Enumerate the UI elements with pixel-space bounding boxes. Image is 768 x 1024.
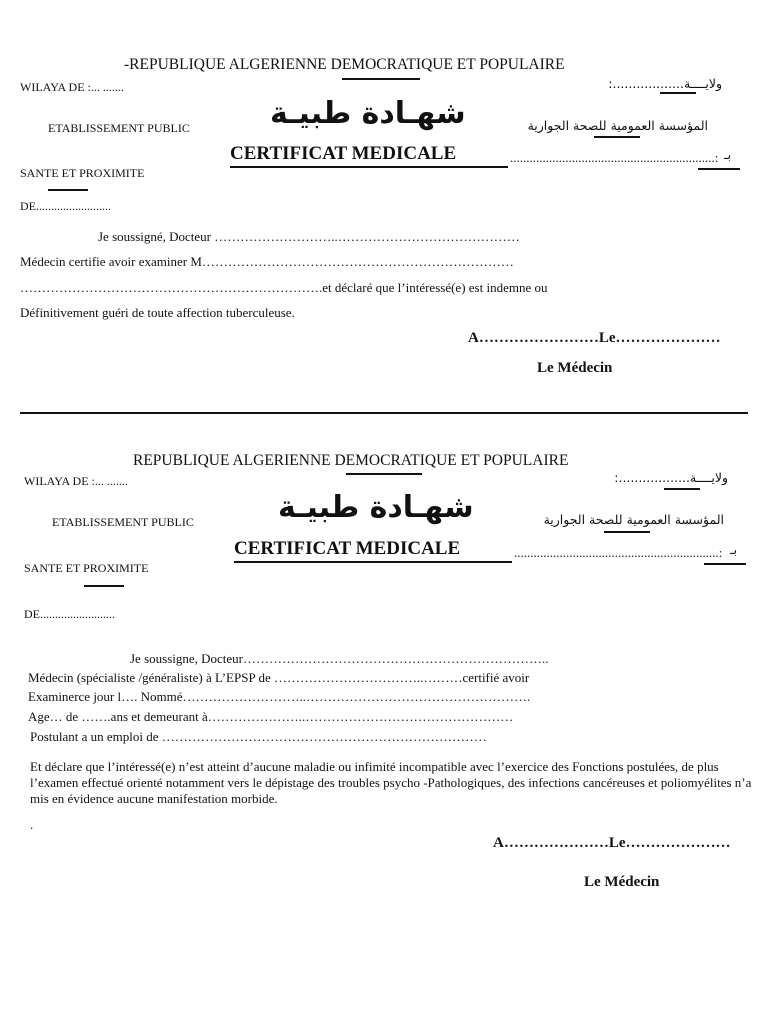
wilaya-fr: WILAYA DE :... ....... [20, 80, 124, 94]
header-underline [346, 473, 422, 475]
body-line-2: Médecin (spécialiste /généraliste) à L’EPSP de ……………………………..………certifié avoir [28, 670, 530, 685]
place-date: A……………………Le………………… [468, 330, 721, 346]
certificat-dots: ...............................................................: [514, 545, 723, 560]
republic-header: REPUBLIQUE ALGERIENNE DEMOCRATIQUE ET POPULAIRE [133, 452, 569, 469]
wilaya-ar-underline [660, 92, 696, 94]
title-arabic: شهـادة طبيـة [270, 96, 466, 131]
certificat-underline [230, 166, 508, 168]
etablissement-ar-underline [594, 136, 640, 138]
certificat-title: CERTIFICAT MEDICALE [230, 143, 457, 164]
body-line-4: Définitivement guéri de toute affection tuberculeuse. [20, 305, 295, 320]
body-line-3: Examinerce jour l…. Nommé………………………..……………………………………………. [28, 689, 531, 704]
certificat-underline [234, 561, 512, 563]
section-divider [20, 412, 748, 414]
body-line-1: Je soussigne, Docteur…………………………………………………………….. [130, 651, 549, 666]
etablissement-ar: المؤسسة العمومية للصحة الجوارية [543, 512, 724, 527]
certificat-title: CERTIFICAT MEDICALE [234, 538, 461, 559]
place-date: A…………………Le………………… [493, 835, 731, 851]
wilaya-ar: ولايــــة..................: [608, 76, 722, 91]
de-field: DE......................... [20, 199, 111, 213]
header-underline [342, 78, 420, 80]
etablissement-fr: ETABLISSEMENT PUBLIC [52, 515, 194, 529]
sante-proximite: SANTE ET PROXIMITE [20, 166, 145, 180]
certificat-arabic-suffix: بـ [724, 147, 732, 162]
certificat-arabic-suffix: بـ [730, 542, 738, 557]
body-line-2: Médecin certifie avoir examiner M……………………………………………………………… [20, 254, 514, 269]
title-arabic: شهـادة طبيـة [278, 490, 474, 525]
sante-proximite: SANTE ET PROXIMITE [24, 561, 149, 575]
etablissement-ar-underline [604, 531, 650, 533]
wilaya-ar-underline [664, 488, 700, 490]
certificat-suffix-underline [698, 168, 740, 170]
etablissement-ar: المؤسسة العمومية للصحة الجوارية [527, 118, 708, 133]
de-field: DE......................... [24, 607, 115, 621]
wilaya-ar: ولايــــة..................: [614, 470, 728, 485]
body-line-4: Age… de …….ans et demeurant à…………………..………………………………………… [28, 709, 514, 724]
wilaya-fr: WILAYA DE :... ....... [24, 474, 128, 488]
republic-header: -REPUBLIQUE ALGERIENNE DEMOCRATIQUE ET POPULAIRE [124, 56, 565, 73]
body-line-1: Je soussigné, Docteur ………………………..…………………………………… [98, 229, 520, 244]
body-line-5: Postulant a un emploi de ………………………………………………………………… [30, 729, 487, 744]
certificat-dots: ...............................................................: [510, 150, 719, 165]
etablissement-fr: ETABLISSEMENT PUBLIC [48, 121, 190, 135]
sante-underline [48, 189, 88, 191]
sante-underline [84, 585, 124, 587]
stray-dot: . [30, 817, 34, 832]
certificat-suffix-underline [704, 563, 746, 565]
declaration-paragraph: Et déclare que l’intéressé(e) n’est atteint d’aucune maladie ou infimité incompatible avec l’exercice des Fonctions postulées, de plus l’examen effectué orienté notamment vers le dépistage des troubles psycho -Pathologiques, des infections cancéreuses et poliomyélites n’a mis en évidence aucune manifestation morbide. [30, 759, 752, 806]
body-line-3: …………………………………………………………….et déclaré que l’intéressé(e) est indemne ou [20, 280, 548, 295]
doctor-signature-label: Le Médecin [584, 874, 660, 890]
doctor-signature-label: Le Médecin [537, 360, 613, 376]
